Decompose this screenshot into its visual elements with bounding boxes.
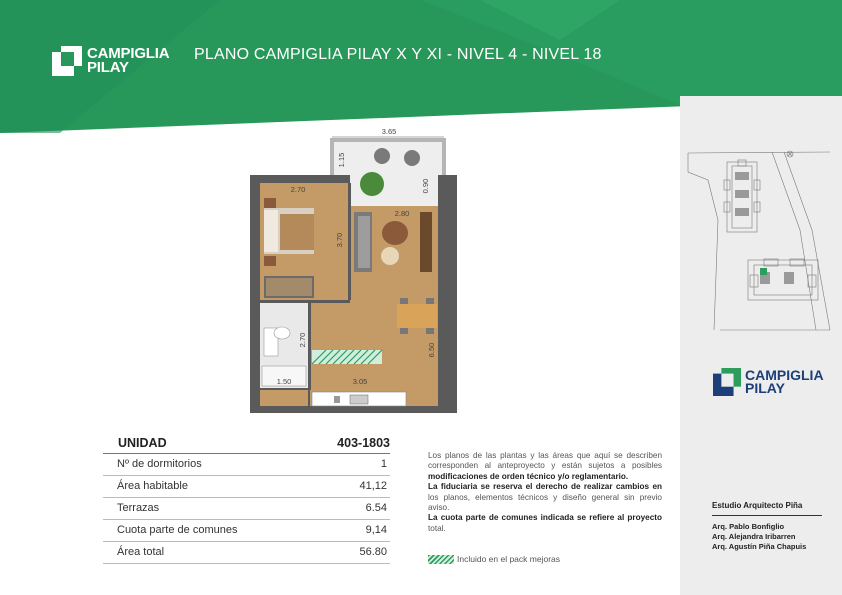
row-value: 56.80 <box>359 546 387 558</box>
dim-bedroom-depth: 3.70 <box>335 232 344 248</box>
architect-1: Arq. Pablo Bonfiglio <box>712 522 785 531</box>
terrace-chair <box>374 148 390 164</box>
studio-credits <box>712 501 822 552</box>
unit-table <box>103 433 390 564</box>
note-text-2: los planos, elementos técnicos y diseño general sin previo aviso. <box>428 492 662 513</box>
brand-mark-icon <box>713 368 741 396</box>
floor-plan <box>250 128 465 413</box>
architect-2: Arq. Alejandra Iribarren <box>712 532 796 541</box>
studio-name: Estudio Arquitecto Piña <box>712 501 803 510</box>
note-bold-2: La fiduciaria se reserva el derecho de realizar cambios en <box>428 482 662 492</box>
row-label: Área total <box>117 546 165 558</box>
unit-highlight <box>760 268 767 275</box>
header-brand-line2: PILAY <box>87 59 129 76</box>
note-bold-1: modificaciones de orden técnico y/o reglamentario. <box>428 471 629 481</box>
note-bold-3: La cuota parte de comunes indicada se refiere al proyecto <box>428 513 662 523</box>
row-value: 41,12 <box>359 480 387 492</box>
table-row <box>103 542 390 564</box>
plant <box>360 172 384 196</box>
side-brand-line2: PILAY <box>745 380 785 396</box>
dim-bedroom-width: 2.70 <box>290 185 306 194</box>
dim-bath-depth: 2.70 <box>298 332 307 348</box>
row-value: 9,14 <box>365 524 387 536</box>
sink <box>274 327 290 339</box>
page-title: PLANO CAMPIGLIA PILAY X Y XI - NIVEL 4 - NIVEL 18 <box>194 46 602 63</box>
divider <box>712 515 822 516</box>
dim-terrace-depth: 1.15 <box>337 152 346 168</box>
dim-living-depth: 6.50 <box>427 342 436 358</box>
dim-bath-width: 1.50 <box>276 377 292 386</box>
row-value: 1 <box>380 458 387 470</box>
legend <box>428 554 560 564</box>
site-key-plan <box>680 140 842 340</box>
unit-table-header <box>103 433 390 454</box>
legend-label: Incluido en el pack mejoras <box>457 554 561 564</box>
unit-number: 403-1803 <box>337 436 390 450</box>
table-row <box>103 520 390 542</box>
dining-table <box>397 304 437 328</box>
row-label: Nº de dormitorios <box>117 458 202 470</box>
table-row <box>103 454 390 476</box>
note-text-1: Los planos de las plantas y las áreas que aquí se describen corresponden al anteproyecto y están sujetos a posibles <box>428 451 662 471</box>
terrace-chair <box>404 150 420 166</box>
unit-label: UNIDAD <box>118 436 167 450</box>
dim-living-width: 2.80 <box>394 209 410 218</box>
coffee-table <box>382 221 408 245</box>
tv-unit <box>420 212 432 272</box>
row-label: Área habitable <box>117 480 188 492</box>
note-text-3: total. <box>428 523 446 533</box>
table-row <box>103 476 390 498</box>
header-logo <box>52 46 169 76</box>
disclaimer-note <box>428 451 662 534</box>
row-value: 6.54 <box>365 502 387 514</box>
dim-terrace-width: 3.65 <box>381 128 397 136</box>
row-label: Cuota parte de comunes <box>117 524 238 536</box>
dim-kitchen-width: 3.05 <box>352 377 368 386</box>
header-brand-line1: CAMPIGLIA <box>87 44 170 62</box>
cooktop <box>350 395 368 404</box>
side-logo <box>713 368 824 396</box>
brand-mark-icon <box>52 46 82 76</box>
dim-terrace-side: 0.90 <box>421 178 430 194</box>
table-row <box>103 498 390 520</box>
architect-3: Arq. Agustín Piña Chapuis <box>712 542 807 551</box>
rug <box>381 247 399 265</box>
row-label: Terrazas <box>117 502 160 514</box>
side-brand-line1: CAMPIGLIA <box>745 366 824 383</box>
hatch-swatch-icon <box>428 555 454 564</box>
